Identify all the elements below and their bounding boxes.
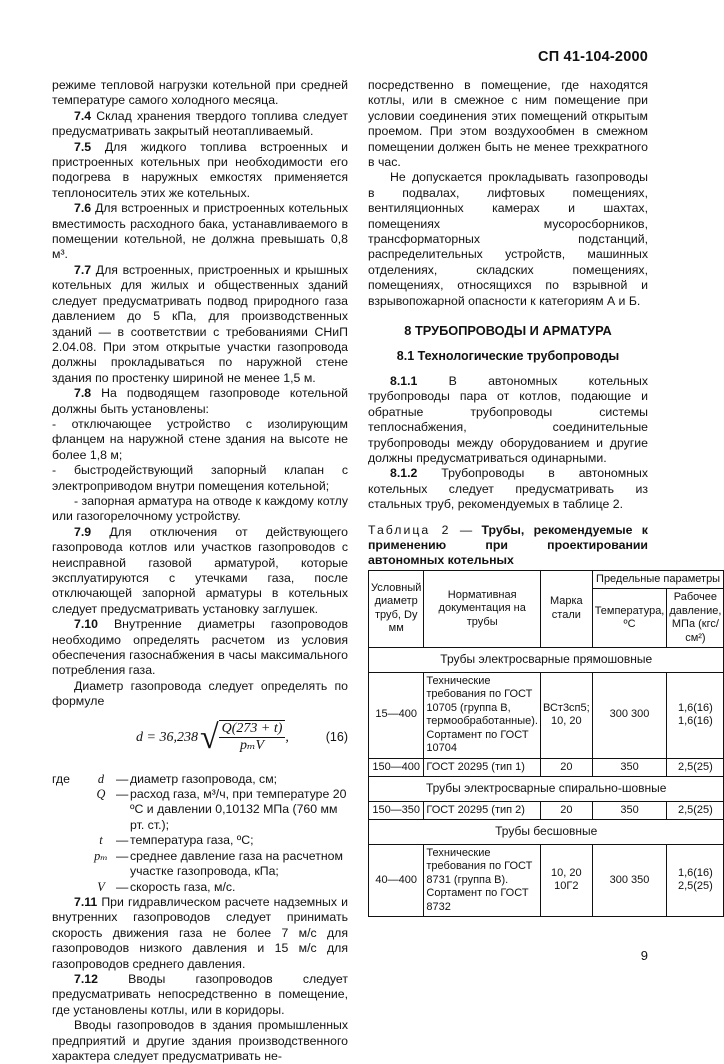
cell-diameter: 150—350 [369,801,424,820]
cell-pressure: 1,6(16) 2,5(25) [667,844,724,917]
cell-temperature: 300 350 [592,844,667,917]
formula-number: (16) [325,729,348,744]
cell-pressure: 2,5(25) [667,801,724,820]
table-group-row [369,648,724,673]
cell-pressure: 1,6(16) 1,6(16) [667,672,724,758]
header-diameter: Условный диаметр труб, Dу мм [369,570,424,648]
clause-7-6: 7.6 Для встроенных и пристроенных котельных вместимость расходного бака, устанавливаемого в помещении котельной, не должна превышать 0,8 м³. [52,201,348,262]
legend-description: скорость газа, м/с. [130,879,236,894]
formula-intro: Диаметр газопровода следует определять по формуле [52,678,348,709]
cell-pressure: 2,5(25) [667,758,724,777]
legend-spacer [52,849,86,880]
clause-8-1-2: 8.1.2 Трубопроводы в автономных котельных следует предусматривать из стальных труб, рекомендуемых в таблице 2. [368,466,648,512]
header-normative-docs: Нормативная документация на трубы [424,570,541,648]
legend-spacer [52,833,86,848]
legend-description: температура газа, ºС; [130,833,254,848]
cell-steel-grade: 10, 20 10Г2 [540,844,592,917]
formula-comma: , [285,729,289,745]
legend-dash: — [116,833,129,848]
legend-description: среднее давление газа на расчетном участке газопровода, кПа; [130,848,343,879]
table-row [369,801,724,820]
table-group-title: Трубы электросварные прямошовные [369,648,724,673]
subsection-heading: 8.1 Технологические трубопроводы [396,348,620,363]
right-column [368,78,722,917]
formula-16 [52,716,348,764]
legend-symbol: d [97,771,105,786]
legend-description: расход газа, м³/ч, при температуре 20 ºС и давлении 0,10132 МПа (760 мм рт. ст.); [130,787,347,832]
left-column [52,78,348,1064]
paragraph: Вводы газопроводов в здания промышленных предприятий и другие здания производственного характера следует предусматривать не- [52,1018,348,1063]
table-group-row [369,777,724,802]
document-code: СП 41-104-2000 [538,49,648,65]
header-steel-grade: Марка стали [540,570,592,648]
legend-spacer [52,880,86,895]
clause-7-8: 7.8 На подводящем газопроводе котельной должны быть установлены: [52,386,348,416]
list-item: - отключающее устройство с изолирующим фланцем на наружной стене здания на высоте не более 1,8 м; [52,416,348,462]
paragraph: режиме тепловой нагрузки котельной при средней температуре самого холодного месяца. [52,78,348,108]
paragraph: посредственно в помещение, где находятся котлы, или в смежное с ним помещение при условии соединения этих помещений открытым проемом. При этом воздухообмен в смежном помещении должен быть не менее трехкратного в час. [368,78,648,170]
cell-temperature: 350 [592,801,667,820]
cell-normative-doc: Технические требования по ГОСТ 8731 (группа В). Сортамент по ГОСТ 8732 [424,844,541,917]
cell-normative-doc: ГОСТ 20295 (тип 2) [424,801,541,820]
cell-diameter: 40—400 [369,844,424,917]
cell-temperature: 300 300 [592,672,667,758]
variable-legend [52,772,348,895]
table-row [369,758,724,777]
cell-normative-doc: ГОСТ 20295 (тип 1) [424,758,541,777]
section-heading: 8 ТРУБОПРОВОДЫ И АРМАТУРА [404,323,612,339]
where-word: где [52,771,70,786]
formula-numerator: Q(273 + t) [219,721,286,738]
table-group-row [369,820,724,845]
clause-7-9: 7.9 Для отключения от действующего газопровода котлов или участков газопроводов с неисправной газовой арматурой, которые эксплуатируются с утечками газа, после отключающей запорной арматуры в котельных следует предусматривать установку заглушек. [52,524,348,616]
table-row [369,844,724,917]
legend-symbol: Q [96,787,106,802]
legend-description: диаметр газопровода, см; [130,771,278,786]
list-item: - запорная арматура на отводе к каждому котлу или газогорелочному устройству. [52,493,348,524]
cell-diameter: 15—400 [369,672,424,758]
sqrt-icon: √ [199,718,219,756]
cell-steel-grade: 20 [540,758,592,777]
legend-dash: — [116,879,129,894]
table-group-title: Трубы электросварные спирально-шовные [369,777,724,802]
header-temperature: Температура, ºС [592,589,667,648]
legend-symbol: t [99,833,103,848]
cell-normative-doc: Технические требования по ГОСТ 10705 (группа В, термообработанные). Сортамент по ГОСТ 10704 [424,672,541,758]
legend-spacer [52,787,86,833]
formula-denominator: pₘV [239,737,265,753]
table-group-title: Трубы бесшовные [369,820,724,845]
table-row [369,672,724,758]
table-caption: Таблица 2 — Трубы, рекомендуемые к применению при проектировании автономных котельных [368,522,648,567]
paragraph: Не допускается прокладывать газопроводы в подвалах, лифтовых помещениях, вентиляционных камерах и шахтах, помещениях мусоросборников, трансформаторных подстанций, распределительных устройств, машинных отделениях, складских помещениях, помещениях, относящихся по взрывной и взрывопожарной опасности к категориям А и Б. [368,170,648,308]
pipes-table [368,570,724,918]
legend-dash: — [116,848,129,863]
list-item: - быстродействующий запорный клапан с электроприводом внутри помещения котельной; [52,463,348,493]
clause-7-10: 7.10 Внутренние диаметры газопроводов необходимо определять расчетом из условия обеспечения газоснабжения в часы максимального потребления газа. [52,617,348,678]
cell-steel-grade: ВСт3сп5; 10, 20 [540,672,592,758]
legend-symbol: V [97,879,105,894]
cell-steel-grade: 20 [540,801,592,820]
clause-7-5: 7.5 Для жидкого топлива встроенных и пристроенных котельных при необходимости его подогрева в наружных емкостях применяется теплоноситель этих же котельных. [52,139,348,200]
legend-symbol: pₘ [94,848,108,863]
formula-fraction [219,720,286,754]
header-limits: Предельные параметры [592,570,724,589]
cell-temperature: 350 [592,758,667,777]
clause-7-11: 7.11 При гидравлическом расчете надземных и внутренних газопроводов следует принимать скорость движения газа не более 7 м/с для газопроводов низкого давления и 15 м/с для газопроводов среднего давления. [52,894,348,971]
header-pressure: Рабочее давление, МПа (кгс/см²) [667,589,724,648]
clause-7-12: 7.12 Вводы газопроводов следует предусматривать непосредственно в помещение, где установлены котлы, или в коридоры. [52,971,348,1017]
cell-diameter: 150—400 [369,758,424,777]
clause-8-1-1: 8.1.1 В автономных котельных трубопроводы пара от котлов, подающие и обратные трубопроводы системы теплоснабжения, соединительные трубопроводы между оборудованием и другие должны предусматриваться одинарными. [368,373,648,465]
page-number: 9 [640,948,648,963]
formula-lhs: d = 36,238 [136,729,198,745]
legend-dash: — [116,771,129,786]
legend-dash: — [116,787,129,802]
formula-expression [136,718,289,756]
clause-7-4: 7.4 Склад хранения твердого топлива следует предусматривать закрытый неотапливаемый. [52,108,348,139]
clause-7-7: 7.7 Для встроенных, пристроенных и крышных котельных для жилых и общественных зданий следует предусматривать подвод природного газа давлением до 5 кПа, для производственных зданий — в соответствии с требованиями СНиП 2.04.08. При этом открытые участки газопровода должны прокладываться по наружной стене здания по простенку шириной не менее 1,5 м. [52,262,348,385]
